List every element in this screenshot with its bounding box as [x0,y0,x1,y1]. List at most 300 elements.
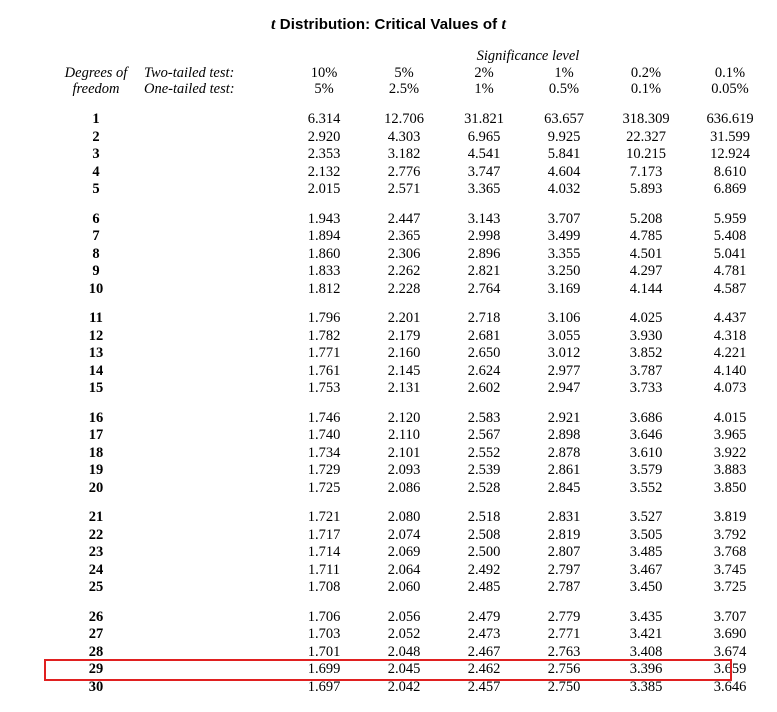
critical-value-cell: 3.965 [713,427,747,443]
critical-value-cell: 2.947 [547,380,581,396]
critical-value-cell: 3.169 [547,280,581,297]
critical-value-cell: 2.060 [387,579,421,595]
critical-value-cell: 2.045 [387,661,421,677]
df-cell: 13 [88,345,104,361]
title-prefix: t [270,16,276,33]
critical-value-cell: 3.365 [467,181,501,197]
one-tailed-value-5: 0.05% [711,81,749,97]
degrees-of-freedom-header [48,65,144,97]
row-spacer-cell [144,328,284,346]
row-spacer-cell [144,679,284,697]
df-cell: 30 [88,678,104,695]
df-cell: 27 [88,626,104,642]
df-cell: 29 [88,661,104,677]
critical-value-cell: 2.052 [387,626,421,642]
critical-value-cell: 2.518 [467,509,501,525]
table-row [48,462,772,480]
critical-value-cell: 2.064 [387,561,421,578]
table-row [48,363,772,381]
critical-value-cell: 3.396 [629,661,663,677]
critical-value-cell: 3.527 [629,509,663,525]
critical-value-cell: 1.943 [307,210,341,227]
critical-value-cell: 1.761 [307,362,341,379]
critical-value-cell: 2.015 [307,181,341,197]
critical-value-cell: 3.408 [629,643,663,660]
critical-value-cell: 2.353 [307,146,341,162]
critical-value-cell: 3.792 [713,526,747,543]
critical-value-cell: 2.048 [387,643,421,660]
critical-value-cell: 6.314 [307,111,341,127]
table-row [48,111,772,129]
table-row [48,345,772,363]
two-tailed-header-row [48,65,772,81]
critical-value-cell: 63.657 [544,111,584,127]
df-cell: 21 [88,509,104,525]
critical-value-cell: 4.437 [713,310,747,326]
critical-value-cell: 3.355 [547,245,581,262]
critical-value-cell: 3.725 [713,579,747,595]
critical-value-cell: 5.208 [629,210,663,227]
significance-level-row [48,48,772,65]
row-spacer-cell [144,644,284,662]
critical-value-cell: 2.779 [547,608,581,625]
critical-value-cell: 3.012 [547,345,581,361]
df-cell: 14 [88,362,104,379]
row-spacer-cell [144,462,284,480]
critical-value-cell: 2.571 [387,181,421,197]
critical-value-cell: 1.782 [307,327,341,344]
critical-value-cell: 1.717 [307,526,341,543]
df-cell: 4 [92,163,100,180]
table-row [48,164,772,182]
critical-value-cell: 2.763 [547,643,581,660]
critical-value-cell: 2.756 [547,661,581,677]
critical-value-cell: 2.602 [467,380,501,396]
critical-value-cell: 2.131 [387,380,421,396]
critical-value-cell: 1.714 [307,544,341,560]
row-spacer-cell [144,427,284,445]
critical-value-cell: 2.093 [387,462,421,478]
critical-value-cell: 3.421 [629,626,663,642]
df-cell: 16 [88,409,104,426]
two-tailed-value-2: 2% [474,65,494,81]
critical-value-cell: 2.528 [467,479,501,496]
critical-value-cell: 22.327 [626,128,666,145]
critical-value-cell: 4.501 [629,245,663,262]
table-row [48,129,772,147]
critical-value-cell: 2.500 [467,544,501,560]
critical-value-cell: 4.318 [713,327,747,344]
critical-value-cell: 2.718 [467,310,501,326]
critical-value-cell: 2.447 [387,210,421,227]
group-spacer [48,398,772,410]
critical-value-cell: 2.160 [387,345,421,361]
critical-value-cell: 2.467 [467,643,501,660]
critical-value-cell: 2.845 [547,479,581,496]
one-tailed-value-4: 0.1% [630,81,662,97]
critical-value-cell: 8.610 [713,163,747,180]
row-spacer-cell [144,544,284,562]
critical-value-cell: 2.120 [387,409,421,426]
table-row [48,480,772,498]
df-cell: 23 [88,544,104,560]
row-spacer-cell [144,281,284,299]
df-cell: 17 [88,427,104,443]
critical-value-cell: 3.143 [467,210,501,227]
critical-value-cell: 1.703 [307,626,341,642]
critical-value-cell: 3.850 [713,479,747,496]
critical-value-cell: 4.015 [713,409,747,426]
critical-value-cell: 2.074 [387,526,421,543]
critical-value-cell: 4.604 [547,163,581,180]
row-spacer-cell [144,380,284,398]
critical-value-cell: 2.080 [387,509,421,525]
critical-value-cell: 2.069 [387,544,421,560]
row-spacer-cell [144,211,284,229]
one-tailed-value-0: 5% [314,81,334,97]
critical-value-cell: 4.297 [629,263,663,279]
row-spacer-cell [144,129,284,147]
table-row [48,661,772,679]
critical-value-cell: 1.706 [307,608,341,625]
critical-value-cell: 4.587 [713,280,747,297]
critical-value-cell: 2.086 [387,479,421,496]
critical-value-cell: 2.101 [387,444,421,461]
df-cell: 25 [88,579,104,595]
critical-value-cell: 2.750 [547,678,581,695]
critical-value-cell: 3.499 [547,228,581,244]
df-cell: 19 [88,462,104,478]
critical-value-cell: 1.734 [307,444,341,461]
row-spacer-cell [144,445,284,463]
critical-value-cell: 2.485 [467,579,501,595]
two-tailed-test-label: Two-tailed test: [144,65,235,81]
critical-value-cell: 3.055 [547,327,581,344]
table-row [48,211,772,229]
row-spacer-cell [144,146,284,164]
critical-value-cell: 3.852 [629,345,663,361]
critical-value-cell: 3.646 [713,678,747,695]
critical-value-cell: 2.056 [387,608,421,625]
critical-value-cell: 5.841 [547,146,581,162]
critical-value-cell: 2.262 [387,263,421,279]
critical-value-cell: 31.821 [464,111,504,127]
critical-value-cell: 2.898 [547,427,581,443]
critical-value-cell: 2.552 [467,444,501,461]
critical-value-cell: 636.619 [706,111,754,127]
critical-value-cell: 1.771 [307,345,341,361]
critical-value-cell: 2.998 [467,228,501,244]
table-row [48,427,772,445]
critical-value-cell: 3.747 [467,163,501,180]
one-tailed-value-2: 1% [474,81,494,97]
critical-value-cell: 3.579 [629,462,663,478]
row-spacer-cell [144,111,284,129]
critical-value-cell: 4.032 [547,181,581,197]
critical-value-cell: 3.707 [547,210,581,227]
row-spacer-cell [144,410,284,428]
critical-value-cell: 9.925 [547,128,581,145]
critical-value-cell: 3.646 [629,427,663,443]
critical-value-cell: 3.883 [713,462,747,478]
row-spacer-cell [144,509,284,527]
critical-value-cell: 12.924 [710,146,750,162]
critical-value-cell: 2.201 [387,310,421,326]
critical-value-cell: 1.697 [307,678,341,695]
critical-value-cell: 2.462 [467,661,501,677]
two-tailed-value-3: 1% [554,65,574,81]
critical-value-cell: 2.132 [307,163,341,180]
critical-value-cell: 2.179 [387,327,421,344]
table-row [48,527,772,545]
table-row [48,626,772,644]
critical-value-cell: 2.878 [547,444,581,461]
two-tailed-value-1: 5% [394,65,414,81]
critical-value-cell: 3.610 [629,444,663,461]
critical-value-cell: 2.807 [547,544,581,560]
critical-value-cell: 1.711 [307,561,341,578]
critical-value-cell: 3.733 [629,380,663,396]
row-spacer-cell [144,263,284,281]
table-row [48,509,772,527]
table-row [48,310,772,328]
significance-level-label: Significance level [476,48,580,64]
critical-value-cell: 2.624 [467,362,501,379]
critical-value-cell: 2.042 [387,678,421,695]
group-spacer [48,597,772,609]
critical-value-cell: 3.745 [713,561,747,578]
critical-value-cell: 2.492 [467,561,501,578]
critical-value-cell: 3.385 [629,678,663,695]
critical-value-cell: 2.508 [467,526,501,543]
critical-value-cell: 1.699 [307,661,341,677]
critical-value-cell: 3.467 [629,561,663,578]
group-spacer [48,497,772,509]
table-row [48,246,772,264]
critical-value-cell: 2.896 [467,245,501,262]
critical-value-cell: 3.250 [547,263,581,279]
critical-value-cell: 3.787 [629,362,663,379]
one-tailed-header-row [48,81,772,97]
critical-value-cell: 4.144 [629,280,663,297]
page-title [0,0,777,34]
critical-value-cell: 2.567 [467,427,501,443]
critical-value-cell: 2.306 [387,245,421,262]
critical-value-cell: 3.659 [713,661,747,677]
critical-value-cell: 2.110 [387,427,421,443]
df-cell: 2 [92,128,100,145]
critical-value-cell: 31.599 [710,128,750,145]
df-cell: 10 [88,280,104,297]
table-row [48,544,772,562]
critical-value-cell: 1.796 [307,310,341,326]
df-cell: 22 [88,526,104,543]
df-cell: 6 [92,210,100,227]
one-tailed-value-3: 0.5% [548,81,580,97]
row-spacer-cell [144,661,284,679]
critical-value-cell: 3.674 [713,643,747,660]
df-cell: 3 [92,146,100,162]
table-row [48,562,772,580]
critical-value-cell: 5.408 [713,228,747,244]
critical-value-cell: 5.959 [713,210,747,227]
one-tailed-test-label: One-tailed test: [144,81,235,97]
table-row [48,328,772,346]
row-spacer-cell [144,345,284,363]
critical-value-cell: 2.473 [467,626,501,642]
row-spacer-cell [144,363,284,381]
df-cell: 20 [88,479,104,496]
critical-value-cell: 2.819 [547,526,581,543]
critical-value-cell: 2.821 [467,263,501,279]
critical-value-cell: 4.221 [713,345,747,361]
critical-value-cell: 3.930 [629,327,663,344]
row-spacer-cell [144,228,284,246]
critical-value-cell: 7.173 [629,163,663,180]
table-row [48,445,772,463]
critical-value-cell: 2.583 [467,409,501,426]
title-rest: Distribution: Critical Values of [275,16,502,33]
critical-value-cell: 4.073 [713,380,747,396]
df-cell: 26 [88,608,104,625]
critical-value-cell: 3.505 [629,526,663,543]
critical-value-cell: 2.539 [467,462,501,478]
critical-value-cell: 5.893 [629,181,663,197]
table-row [48,679,772,697]
critical-value-cell: 4.025 [629,310,663,326]
critical-value-cell: 4.781 [713,263,747,279]
df-cell: 9 [92,263,100,279]
header-gap [48,97,772,111]
critical-value-cell: 1.833 [307,263,341,279]
row-spacer-cell [144,626,284,644]
critical-value-cell: 2.228 [387,280,421,297]
critical-value-cell: 2.650 [467,345,501,361]
table-row [48,609,772,627]
critical-value-cell: 3.106 [547,310,581,326]
table-row [48,579,772,597]
critical-value-cell: 3.768 [713,544,747,560]
df-header-line1: Degrees of [64,65,128,81]
row-spacer-cell [144,310,284,328]
critical-value-cell: 2.457 [467,678,501,695]
two-tailed-value-4: 0.2% [630,65,662,81]
critical-value-cell: 2.479 [467,608,501,625]
critical-value-cell: 3.819 [713,509,747,525]
df-cell: 18 [88,444,104,461]
critical-value-cell: 2.771 [547,626,581,642]
critical-value-cell: 1.708 [307,579,341,595]
one-tailed-value-1: 2.5% [388,81,420,97]
critical-value-cell: 2.145 [387,362,421,379]
two-tailed-value-5: 0.1% [714,65,746,81]
critical-value-cell: 2.920 [307,128,341,145]
table-row [48,380,772,398]
critical-value-cell: 1.753 [307,380,341,396]
critical-value-cell: 1.740 [307,427,341,443]
critical-value-cell: 6.869 [713,181,747,197]
table-row [48,146,772,164]
critical-value-cell: 3.485 [629,544,663,560]
row-spacer-cell [144,480,284,498]
critical-value-cell: 2.764 [467,280,501,297]
critical-value-cell: 1.812 [307,280,341,297]
critical-value-cell: 2.797 [547,561,581,578]
table-row [48,181,772,199]
critical-value-cell: 3.435 [629,608,663,625]
table-row [48,281,772,299]
critical-value-cell: 2.831 [547,509,581,525]
table-row [48,263,772,281]
df-cell: 11 [89,310,103,326]
group-spacer [48,199,772,211]
critical-value-cell: 6.965 [467,128,501,145]
critical-value-cell: 2.921 [547,409,581,426]
table-row [48,644,772,662]
critical-value-cell: 3.182 [387,146,421,162]
critical-value-cell: 1.729 [307,462,341,478]
row-spacer-cell [144,579,284,597]
critical-value-cell: 5.041 [713,245,747,262]
df-cell: 28 [88,643,104,660]
df-header-line2: freedom [72,81,120,97]
df-cell: 12 [88,327,104,344]
critical-value-cell: 1.894 [307,228,341,244]
critical-value-cell: 3.690 [713,626,747,642]
critical-value-cell: 3.450 [629,579,663,595]
critical-value-cell: 3.686 [629,409,663,426]
table-row [48,410,772,428]
critical-value-cell: 2.681 [467,327,501,344]
row-spacer-cell [144,609,284,627]
table-row [48,228,772,246]
critical-value-cell: 318.309 [622,111,670,127]
critical-value-cell: 2.861 [547,462,581,478]
critical-value-cell: 1.746 [307,409,341,426]
df-cell: 1 [92,111,100,127]
critical-value-cell: 3.707 [713,608,747,625]
row-spacer-cell [144,527,284,545]
critical-value-cell: 3.922 [713,444,747,461]
row-spacer-cell [144,246,284,264]
critical-value-cell: 4.303 [387,128,421,145]
critical-value-cell: 2.776 [387,163,421,180]
critical-value-cell: 2.977 [547,362,581,379]
critical-value-cell: 1.860 [307,245,341,262]
row-spacer-cell [144,164,284,182]
critical-value-cell: 4.140 [713,362,747,379]
critical-value-cell: 2.787 [547,579,581,595]
critical-value-cell: 12.706 [384,111,424,127]
df-cell: 5 [92,181,100,197]
df-cell: 7 [92,228,100,244]
df-cell: 24 [88,561,104,578]
title-suffix: t [501,16,507,33]
group-spacer [48,298,772,310]
critical-value-cell: 10.215 [626,146,666,162]
t-distribution-table [48,48,772,696]
df-cell: 8 [92,245,100,262]
critical-value-cell: 1.701 [307,643,341,660]
row-spacer-cell [144,181,284,199]
df-cell: 15 [88,380,104,396]
critical-value-cell: 4.785 [629,228,663,244]
critical-value-cell: 1.721 [307,509,341,525]
critical-value-cell: 4.541 [467,146,501,162]
table-body [48,48,772,696]
two-tailed-value-0: 10% [310,65,338,81]
row-spacer-cell [144,562,284,580]
